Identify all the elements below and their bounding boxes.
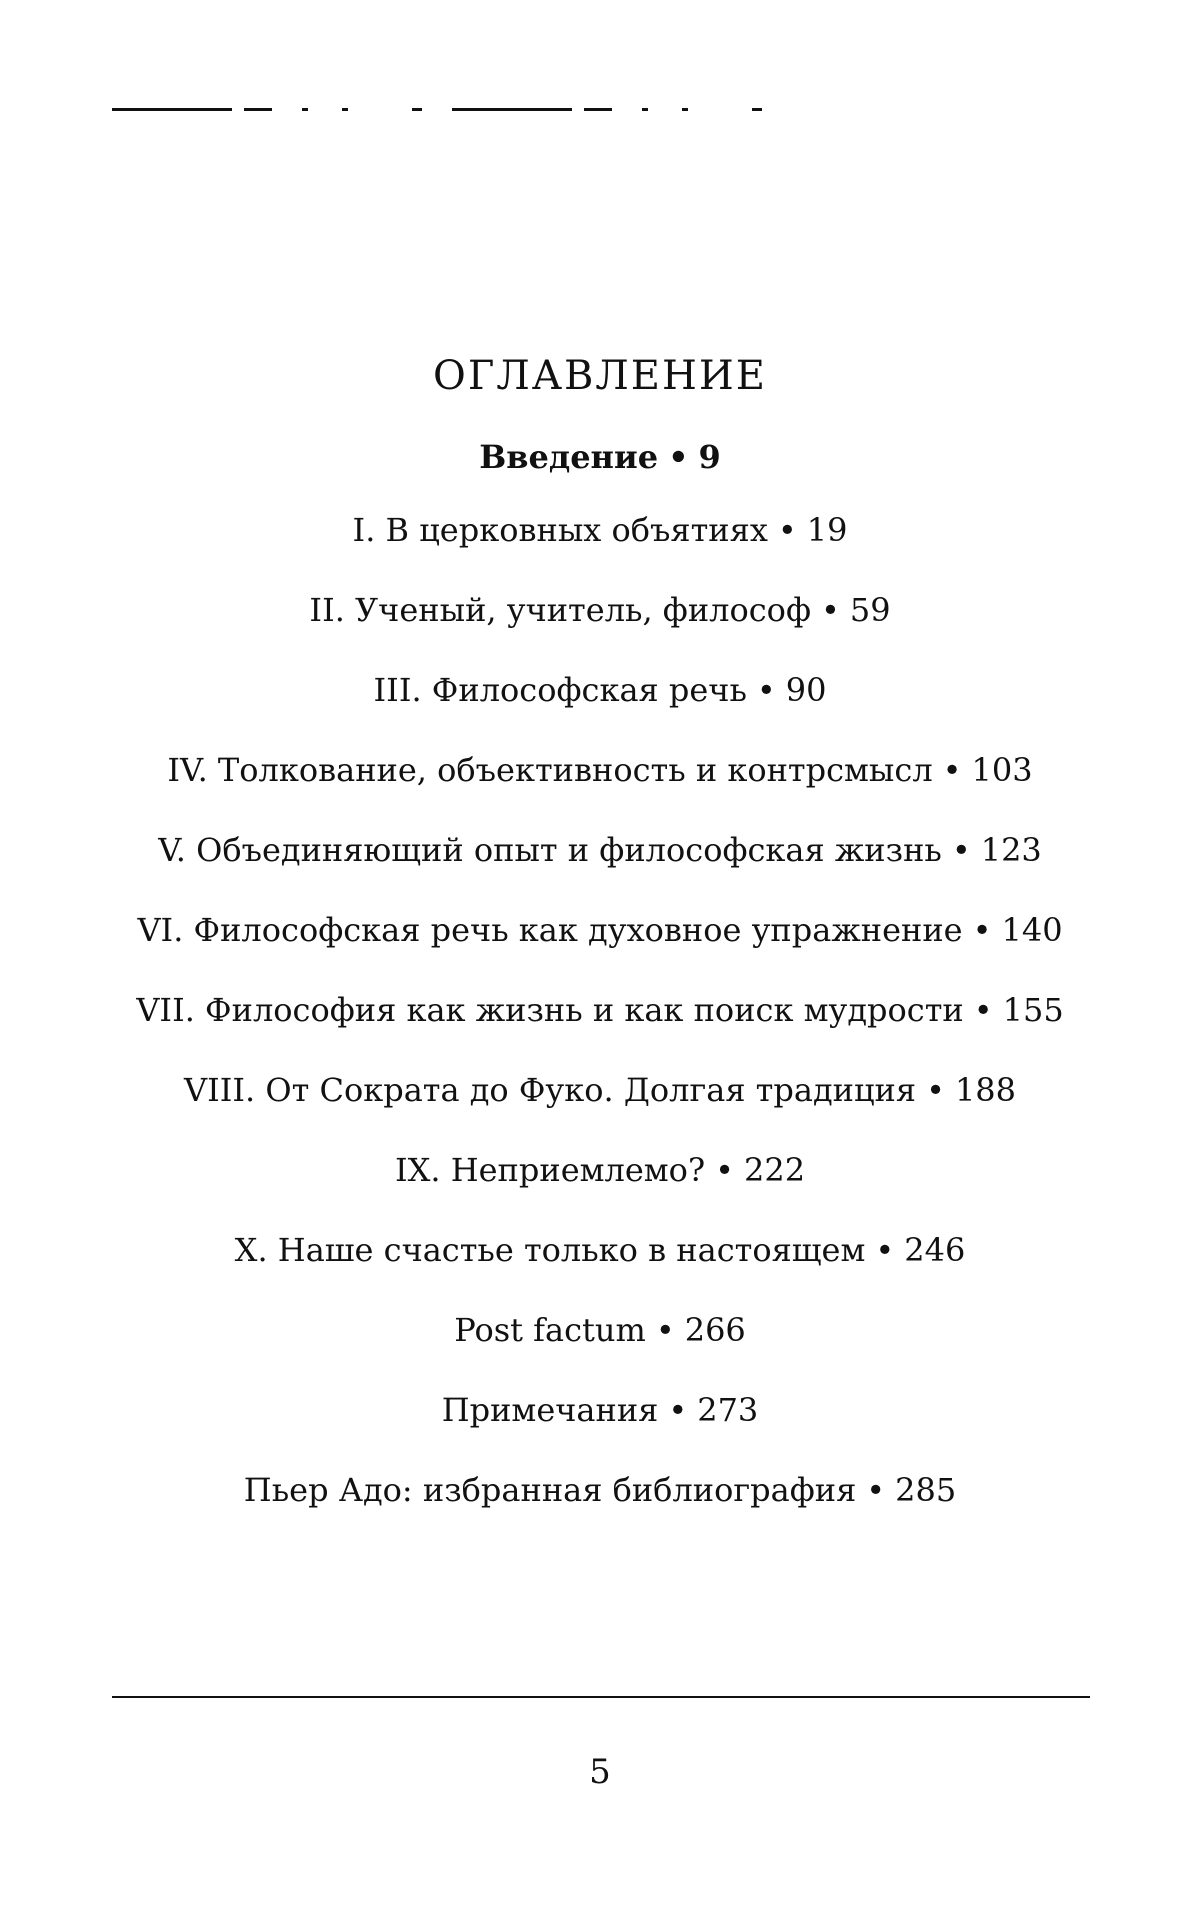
toc-separator: •: [777, 511, 797, 549]
toc-separator: •: [866, 1471, 886, 1509]
toc-item-label: V. Объединяющий опыт и философская жизнь: [158, 831, 942, 869]
toc-item-page: 246: [904, 1231, 966, 1269]
toc-item: [0, 970, 1200, 1050]
toc-item-page: 285: [895, 1471, 957, 1509]
toc-item-page: 59: [849, 591, 891, 629]
toc-item-label: Post factum: [454, 1311, 646, 1349]
toc-item-label: X. Наше счастье только в настоящем: [234, 1231, 866, 1269]
toc-item-label: Пьер Адо: избранная библиография: [243, 1471, 857, 1509]
toc-item-label: Введение: [479, 438, 659, 476]
toc-item-page: 273: [697, 1391, 759, 1429]
toc-item-label: VI. Философская речь как духовное упражнение: [137, 911, 963, 949]
toc-item-label: Примечания: [441, 1391, 659, 1429]
toc-item: [0, 1210, 1200, 1290]
toc-separator: •: [820, 591, 840, 629]
toc-separator: •: [756, 671, 776, 709]
toc-item: [0, 1450, 1200, 1530]
page-number: 5: [589, 1752, 611, 1792]
toc-item-label: VIII. От Сократа до Фуко. Долгая традиция: [183, 1071, 917, 1109]
toc-separator: •: [951, 831, 971, 869]
toc-item-page: 90: [785, 671, 827, 709]
table-of-contents: [0, 350, 1200, 1530]
toc-item-label: I. В церковных объятиях: [352, 511, 768, 549]
toc-item: [0, 490, 1200, 570]
toc-item-page: 188: [954, 1071, 1017, 1109]
toc-separator: •: [972, 911, 992, 949]
toc-separator: •: [655, 1311, 675, 1349]
toc-item-page: 9: [698, 438, 721, 476]
toc-item: [0, 1130, 1200, 1210]
toc-list: [0, 424, 1200, 1530]
toc-item: [0, 890, 1200, 970]
top-rule: [112, 108, 792, 111]
toc-separator: •: [668, 1391, 688, 1429]
toc-item-label: III. Философская речь: [373, 671, 747, 709]
toc-separator: •: [926, 1071, 945, 1109]
toc-item-page: 19: [806, 511, 848, 549]
toc-item-label: II. Ученый, учитель, философ: [309, 591, 811, 629]
toc-item-label: IX. Неприемлемо?: [394, 1151, 706, 1189]
toc-item-page: 140: [1001, 911, 1063, 949]
toc-separator: •: [942, 751, 962, 789]
footer-rule: [112, 1696, 1090, 1698]
toc-item-page: 222: [743, 1151, 806, 1189]
toc-item-label: VII. Философия как жизнь и как поиск мудрости: [136, 991, 964, 1029]
toc-item: [0, 730, 1200, 810]
toc-item-page: 266: [684, 1311, 746, 1349]
toc-separator: •: [668, 438, 689, 476]
toc-item: [0, 650, 1200, 730]
toc-item-page: 103: [971, 751, 1033, 789]
toc-item-label: IV. Толкование, объективность и контрсмысл: [167, 751, 933, 789]
toc-separator: •: [715, 1151, 734, 1189]
toc-separator: •: [875, 1231, 895, 1269]
toc-item-page: 155: [1002, 991, 1064, 1029]
toc-separator: •: [973, 991, 993, 1029]
toc-item: [0, 1050, 1200, 1130]
toc-title: ОГЛАВЛЕНИЕ: [433, 353, 767, 399]
toc-item: [0, 424, 1200, 490]
toc-item: [0, 810, 1200, 890]
toc-item: [0, 1370, 1200, 1450]
toc-item: [0, 1290, 1200, 1370]
toc-item-page: 123: [980, 831, 1042, 869]
toc-item: [0, 570, 1200, 650]
